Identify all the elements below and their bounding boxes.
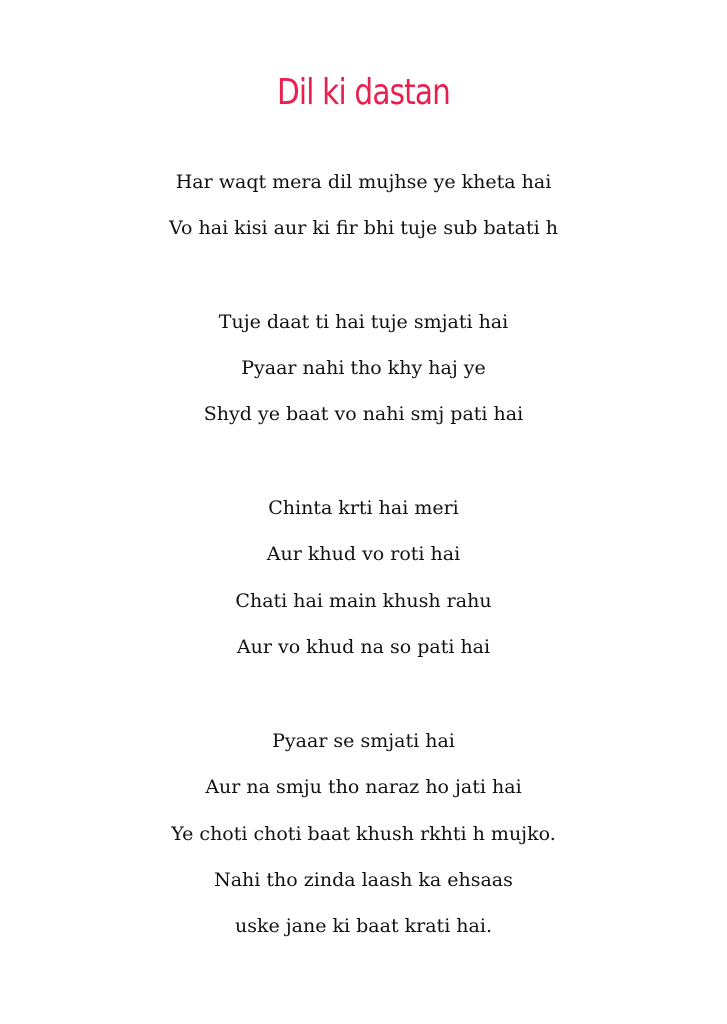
poem-line: Aur na smju tho naraz ho jati hai — [205, 776, 522, 798]
poem-line: Har waqt mera dil mujhse ye kheta hai — [175, 171, 552, 193]
poem-line: Shyd ye baat vo nahi smj pati hai — [203, 403, 524, 425]
poem-line: Vo hai kisi aur ki fir bhi tuje sub batati h — [169, 217, 558, 239]
poem-line: Aur khud vo roti hai — [266, 543, 461, 565]
poem-line: uske jane ki baat krati hai. — [234, 915, 492, 937]
poem-line: Nahi tho zinda laash ka ehsaas — [214, 869, 513, 891]
poem-line: Aur vo khud na so pati hai — [236, 636, 491, 658]
poem-line: Pyaar se smjati hai — [272, 730, 455, 752]
poem-line: Ye choti choti baat khush rkhti h mujko. — [171, 823, 556, 845]
poem-line: Chinta krti hai meri — [268, 497, 459, 519]
poem-line: Chati hai main khush rahu — [235, 590, 492, 612]
poem-title: Dil ki dastan — [276, 72, 451, 113]
poem-line: Pyaar nahi tho khy haj ye — [241, 357, 486, 379]
poem-line: Tuje daat ti hai tuje smjati hai — [218, 311, 509, 333]
